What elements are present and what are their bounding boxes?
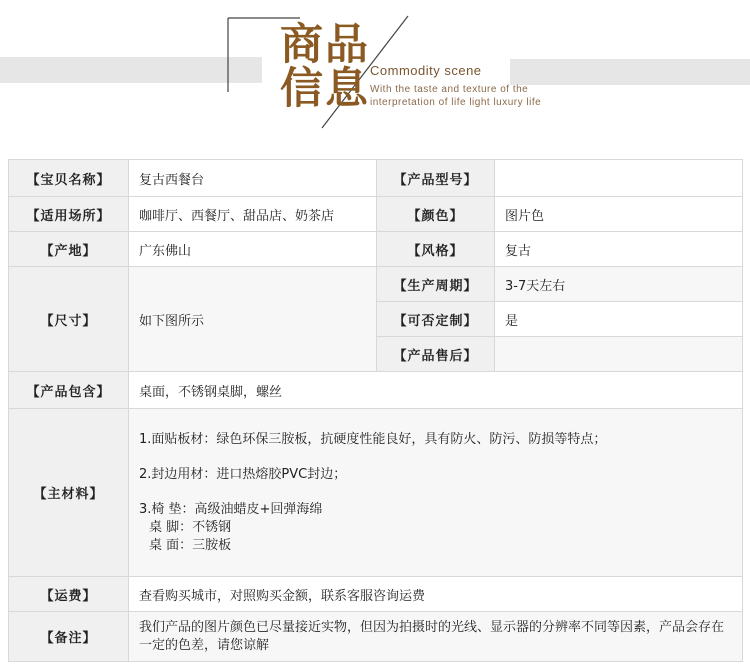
material-line-5: 桌 面：三胺板 bbox=[149, 537, 232, 553]
name-value: 复古西餐台 bbox=[129, 160, 377, 197]
material-label: 【主材料】 bbox=[9, 409, 129, 577]
aftersale-label: 【产品售后】 bbox=[377, 337, 495, 372]
name-label: 【宝贝名称】 bbox=[9, 160, 129, 197]
subtitle-line1: With the taste and texture of the bbox=[370, 84, 529, 95]
title-en: Commodity scene bbox=[370, 63, 482, 78]
spec-table bbox=[8, 159, 743, 662]
material-line-4: 桌 脚：不锈钢 bbox=[149, 519, 232, 535]
venue-value: 咖啡厅、西餐厅、甜品店、奶茶店 bbox=[129, 197, 377, 232]
table-row bbox=[9, 372, 743, 409]
table-row bbox=[9, 577, 743, 612]
custom-value: 是 bbox=[495, 302, 743, 337]
color-label: 【颜色】 bbox=[377, 197, 495, 232]
table-row bbox=[9, 160, 743, 197]
table-row bbox=[9, 197, 743, 232]
subtitle-line2: interpretation of life light luxury life bbox=[370, 97, 542, 108]
cycle-label: 【生产周期】 bbox=[377, 267, 495, 302]
header-banner bbox=[0, 0, 750, 140]
table-row bbox=[9, 409, 743, 577]
note-label: 【备注】 bbox=[9, 612, 129, 662]
origin-label: 【产地】 bbox=[9, 232, 129, 267]
material-line-1: 1.面贴板材：绿色环保三胺板，抗硬度性能良好，具有防火、防污、防损等特点； bbox=[139, 431, 607, 447]
title-cn-line1: 商品 bbox=[280, 20, 370, 70]
table-row bbox=[9, 232, 743, 267]
title-cn-line2: 信息 bbox=[280, 64, 370, 114]
material-line-2: 2.封边用材：进口热熔胶PVC封边； bbox=[139, 466, 347, 482]
table-row bbox=[9, 612, 743, 662]
contents-label: 【产品包含】 bbox=[9, 372, 129, 409]
cycle-value: 3-7天左右 bbox=[495, 267, 743, 302]
style-label: 【风格】 bbox=[377, 232, 495, 267]
model-label: 【产品型号】 bbox=[377, 160, 495, 197]
aftersale-value bbox=[495, 337, 743, 372]
model-value bbox=[495, 160, 743, 197]
note-value: 我们产品的图片颜色已尽量接近实物，但因为拍摄时的光线、显示器的分辨率不同等因素，产品会存在一定的色差，请您谅解 bbox=[129, 612, 743, 662]
origin-value: 广东佛山 bbox=[129, 232, 377, 267]
shipping-label: 【运费】 bbox=[9, 577, 129, 612]
custom-label: 【可否定制】 bbox=[377, 302, 495, 337]
material-line-3: 3.椅 垫：高级油蜡皮+回弹海绵 bbox=[139, 501, 323, 517]
style-value: 复古 bbox=[495, 232, 743, 267]
color-value: 图片色 bbox=[495, 197, 743, 232]
shipping-value: 查看购买城市，对照购买金额，联系客服咨询运费 bbox=[129, 577, 743, 612]
contents-value: 桌面，不锈钢桌脚，螺丝 bbox=[129, 372, 743, 409]
material-value bbox=[129, 409, 743, 577]
table-row bbox=[9, 267, 743, 302]
size-value: 如下图所示 bbox=[129, 267, 377, 372]
venue-label: 【适用场所】 bbox=[9, 197, 129, 232]
size-label: 【尺寸】 bbox=[9, 267, 129, 372]
